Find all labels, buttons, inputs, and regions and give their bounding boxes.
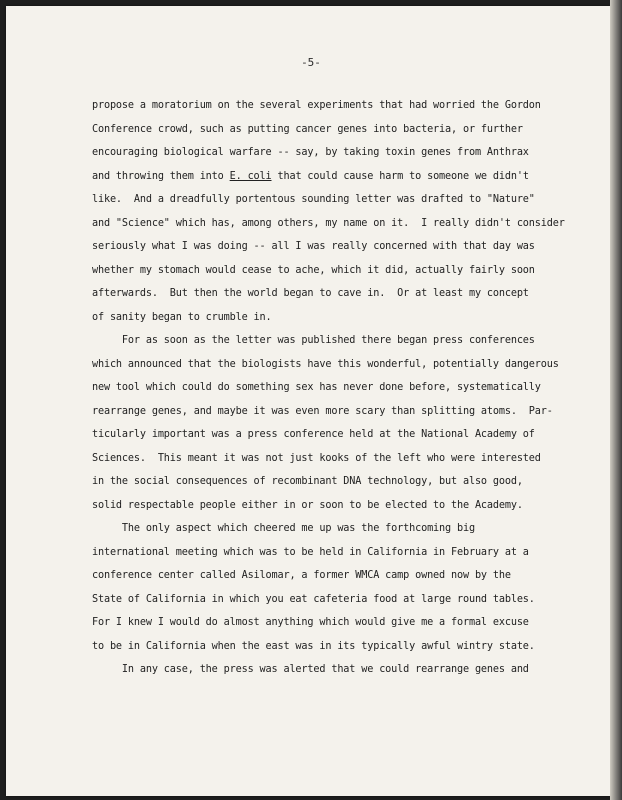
text-line: which announced that the biologists have this wonderful, potentially dangerous <box>92 358 559 370</box>
text-line: In any case, the press was alerted that we could rearrange genes and <box>92 664 529 675</box>
text-line: propose a moratorium on the several experiments that had worried the Gordon <box>92 100 541 111</box>
text-line: encouraging biological warfare -- say, by taking toxin genes from Anthrax <box>92 147 529 158</box>
text-line: The only aspect which cheered me up was the forthcoming big <box>92 523 475 534</box>
text-line: in the social consequences of recombinant DNA technology, but also good, <box>92 476 523 487</box>
text-line <box>92 169 562 193</box>
text-line: international meeting which was to be held in California in February at a <box>92 546 529 558</box>
text-line: like. And a dreadfully portentous sounding letter was drafted to "Nature" <box>92 194 535 205</box>
text-line: of sanity began to crumble in. <box>92 311 272 323</box>
text-line: State of California in which you eat cafeteria food at large round tables. <box>92 593 535 605</box>
text-line: rearrange genes, and maybe it was even more scary than splitting atoms. Par- <box>92 405 553 417</box>
text-line: ticularly important was a press conference held at the National Academy of <box>92 429 535 440</box>
text-line: For I knew I would do almost anything which would give me a formal excuse <box>92 617 529 628</box>
text-line: and "Science" which has, among others, my name on it. I really didn't consider <box>92 217 565 229</box>
text-line: whether my stomach would cease to ache, which it did, actually fairly soon <box>92 264 535 276</box>
text-line: conference center called Asilomar, a former WMCA camp owned now by the <box>92 570 511 581</box>
text-line: Sciences. This meant it was not just kooks of the left who were interested <box>92 452 541 464</box>
text-line: to be in California when the east was in its typically awful wintry state. <box>92 640 535 652</box>
page-number: -5- <box>301 56 321 69</box>
underlined-term: E. coli <box>229 170 272 182</box>
text-segment: and throwing them into <box>92 170 230 182</box>
text-line: seriously what I was doing -- all I was really concerned with that day was <box>92 241 535 252</box>
text-line: solid respectable people either in or soon to be elected to the Academy. <box>92 499 523 511</box>
text-line: afterwards. But then the world began to cave in. Or at least my concept <box>92 288 529 299</box>
text-line: new tool which could do something sex has never done before, systematically <box>92 382 541 393</box>
text-segment: that could cause harm to someone we didn't <box>271 170 529 182</box>
text-line: For as soon as the letter was published there began press conferences <box>92 335 535 346</box>
text-line: Conference crowd, such as putting cancer genes into bacteria, or further <box>92 123 523 135</box>
body-text <box>92 98 565 686</box>
page-edge <box>610 0 622 800</box>
